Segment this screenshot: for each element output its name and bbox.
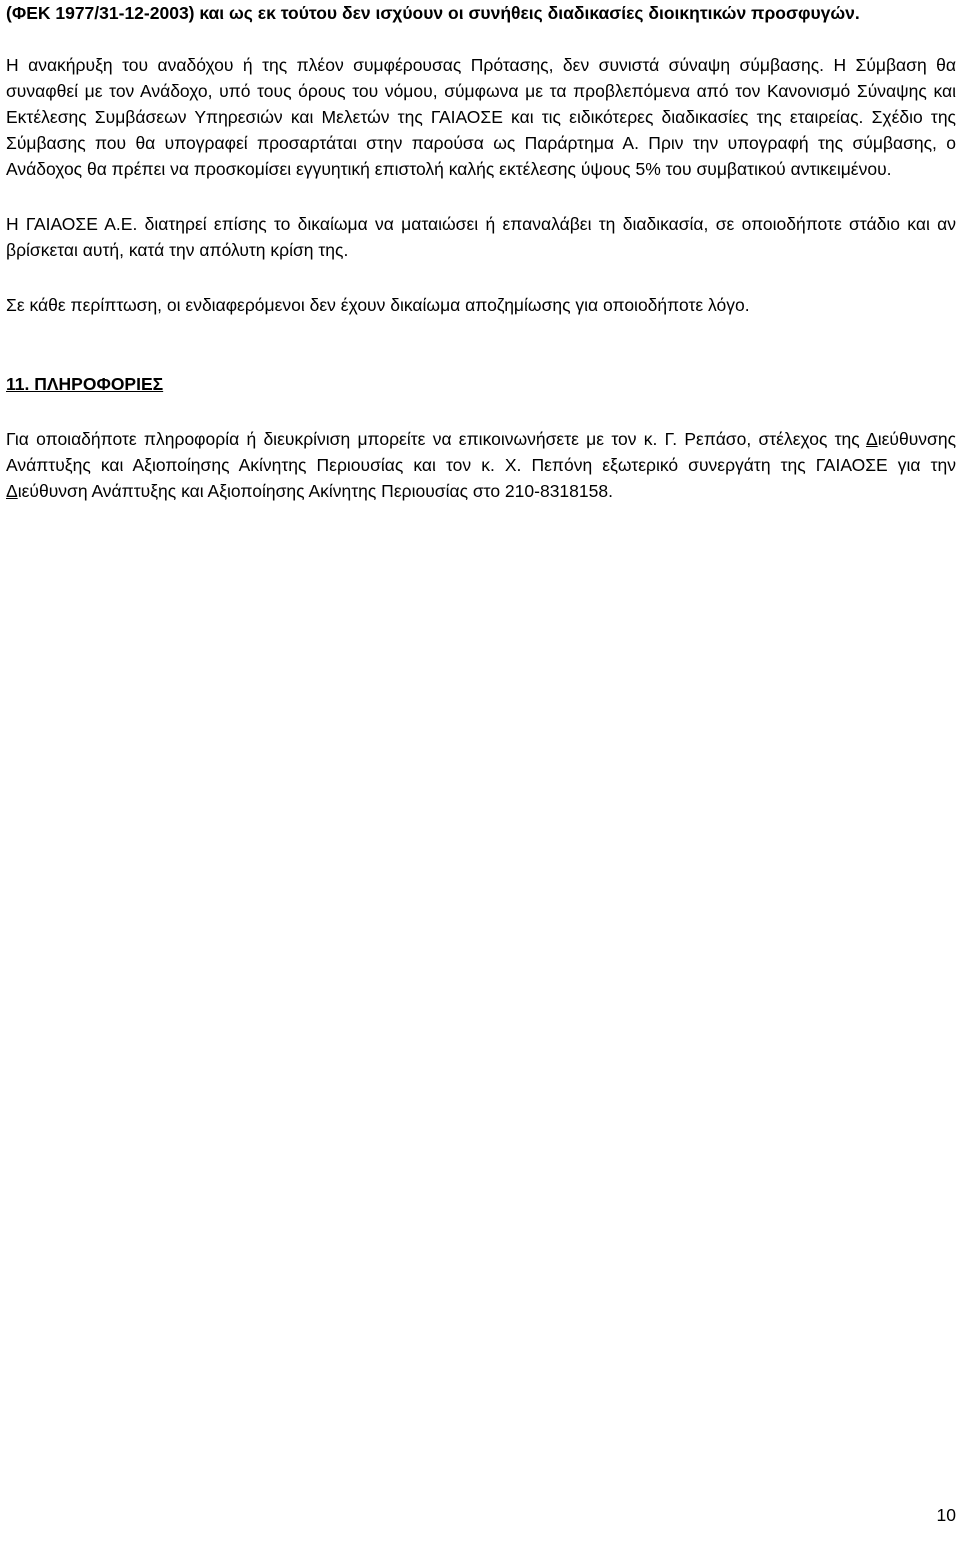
fek-paragraph: (ΦΕΚ 1977/31-12-2003) και ως εκ τούτου δεν ισχύουν οι συνήθεις διαδικασίες διοικητικών προσφυγών. (6, 3, 860, 23)
award-text-3: Πριν την υπογραφή της σύμβασης, ο Ανάδοχος θα πρέπει να προσκομίσει εγγυητική επιστολή καλής εκτέλεσης ύψους 5% του συμβατικού αντικειμένου. (6, 133, 956, 179)
info-underlined-letter-2: Δ (6, 481, 18, 501)
award-text-1: Η ανακήρυξη του αναδόχου ή της πλέον συμφέρουσας Πρότασης, δεν συνιστά σύναψη σύμβασης. Η Σύμβαση θα συναφθεί με τον Ανάδοχο, υπό τους όρους του νόμου, σύμφωνα με τα προβλεπόμενα από τον Κανονισμό Σύναψης και Εκτέλεσης Συμβάσεων Υπηρεσιών και Μελετών της ΓΑΙΑΟΣΕ και τις ειδικότερες διαδικασίες της εταιρείας. (6, 55, 956, 127)
info-underlined-letter-1: Δ (866, 429, 878, 449)
cancel-paragraph: Η ΓΑΙΑΟΣΕ Α.Ε. διατηρεί επίσης το δικαίωμα να ματαιώσει ή επαναλάβει τη διαδικασία, σε οποιοδήποτε στάδιο και αν βρίσκεται αυτή, κατά την απόλυτη κρίση της. (6, 214, 956, 260)
award-paragraph (6, 52, 956, 182)
section-heading-info: 11. ΠΛΗΡΟΦΟΡΙΕΣ (6, 374, 164, 394)
award-text-2: Σχέδιο της Σύμβασης που θα υπογραφεί προσαρτάται στην παρούσα ως Παράρτημα Α. (6, 107, 956, 153)
info-text-1: Για οποιαδήποτε πληροφορία ή διευκρίνιση μπορείτε να επικοινωνήσετε με τον κ. Γ. Ρεπάσο, στέλεχος της (6, 429, 867, 449)
info-text-3: ιεύθυνση Ανάπτυξης και Αξιοποίησης Ακίνητης Περιουσίας στο 210-8318158. (17, 481, 613, 501)
info-paragraph (6, 426, 956, 504)
page-number: 10 (936, 1505, 956, 1525)
info-text-2: ιεύθυνσης Ανάπτυξης και Αξιοποίησης Ακίνητης Περιουσίας και τον κ. Χ. Πεπόνη εξωτερικό συνεργάτη της ΓΑΙΑΟΣΕ για την (6, 429, 956, 475)
compensation-paragraph: Σε κάθε περίπτωση, οι ενδιαφερόμενοι δεν έχουν δικαίωμα αποζημίωσης για οποιοδήποτε λόγο. (6, 295, 750, 315)
document-body (6, 0, 956, 504)
